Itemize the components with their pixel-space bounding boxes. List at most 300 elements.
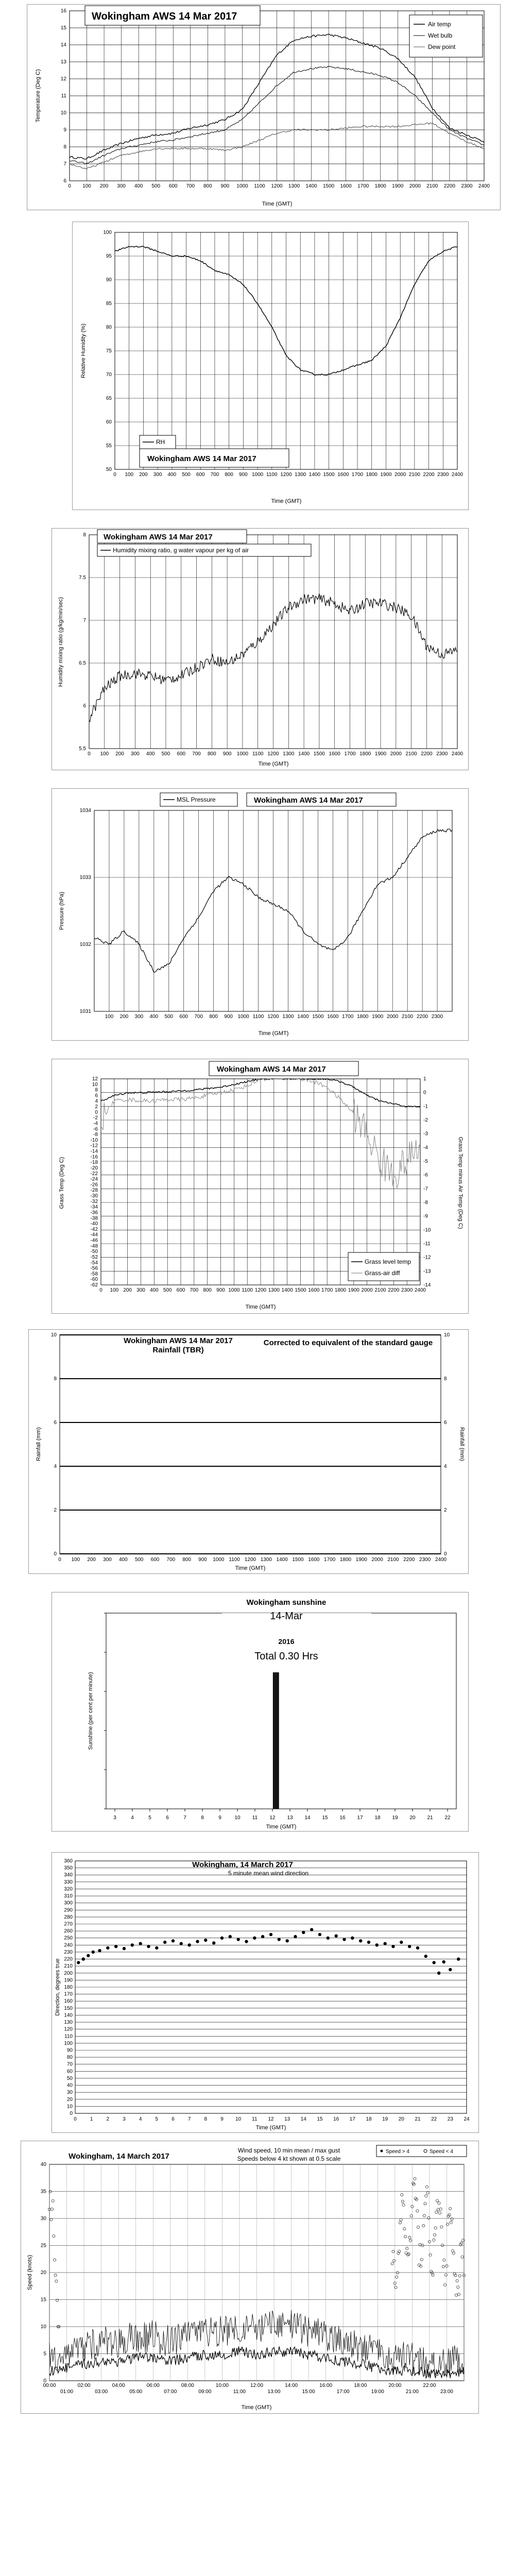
y-tick-label: -20 (90, 1165, 98, 1171)
y-axis-label: Grass Temp (Deg C) (59, 1157, 65, 1209)
y-tick-label: 9 (63, 127, 66, 133)
x-tick-label: 20 (398, 2116, 404, 2122)
x-tick-label: 2200 (416, 1014, 428, 1020)
y-tick-label: 1034 (79, 808, 91, 814)
x-tick-label: 18 (366, 2116, 372, 2122)
direction-point (92, 1951, 95, 1954)
x-tick-label: 1100 (252, 751, 264, 757)
y-tick-label: 100 (64, 2040, 73, 2046)
y-tick-label: 190 (64, 1977, 73, 1984)
x-tick-label: 8 (201, 1815, 204, 1821)
x-tick-label: 17 (357, 1815, 363, 1821)
x-tick-label: 600 (179, 1014, 188, 1020)
chart-title: Wokingham AWS 14 Mar 2017 (254, 796, 363, 805)
x-tick-label: 6 (166, 1815, 169, 1821)
x-tick-label: 16:00 (319, 2383, 333, 2388)
humidity-chart (73, 222, 468, 510)
x-tick-label: 07:00 (164, 2389, 177, 2395)
legend-label: Grass-air diff (365, 1269, 400, 1277)
low-speed-point (425, 2195, 427, 2197)
low-speed-point (414, 2177, 416, 2180)
y-tick-label: 7.5 (79, 575, 86, 581)
x-tick-label: 14:00 (285, 2383, 298, 2388)
y-tick-label: 10 (92, 1081, 98, 1088)
y-axis-label: Humidity mixing ratio (g/kg/min/sec) (58, 597, 64, 687)
right-y-tick-label: -7 (423, 1186, 428, 1192)
y-tick-label: 20 (66, 2096, 73, 2103)
y-tick-label: 310 (64, 1893, 73, 1900)
x-tick-label: 2400 (451, 472, 464, 478)
y-tick-label: 0 (70, 2111, 73, 2116)
x-tick-label: 400 (118, 1557, 128, 1563)
direction-point (286, 1939, 289, 1942)
x-tick-label: 21 (427, 1815, 433, 1821)
low-speed-point (423, 2214, 425, 2217)
temperature-chart (27, 5, 500, 210)
x-tick-label: 2200 (421, 751, 433, 757)
y-tick-label: 130 (64, 2020, 73, 2026)
x-tick-label: 1700 (344, 751, 356, 757)
rainfall-chart (29, 1330, 468, 1573)
x-tick-label: 600 (176, 1287, 185, 1293)
x-tick-label: 1200 (244, 1557, 256, 1563)
x-tick-label: 1000 (236, 751, 249, 757)
x-tick-label: 400 (149, 1014, 159, 1020)
low-speed-point (396, 2276, 398, 2278)
low-speed-point (438, 2212, 441, 2214)
x-tick-label: 2400 (435, 1557, 447, 1563)
x-tick-label: 1300 (283, 751, 295, 757)
x-tick-label: 04:00 (112, 2383, 125, 2388)
y-tick-label: -10 (90, 1137, 98, 1143)
direction-point (302, 1931, 305, 1934)
x-tick-label: 1900 (372, 1014, 384, 1020)
x-tick-label: 1200 (254, 1287, 267, 1293)
x-tick-label: 0 (74, 2116, 77, 2122)
y-tick-label: 50 (106, 467, 112, 472)
x-tick-label: 100 (125, 472, 134, 478)
y-tick-label: 60 (106, 419, 112, 425)
low-speed-point (416, 2210, 419, 2212)
direction-point (310, 1928, 313, 1931)
right-y-tick-label: 0 (444, 1551, 447, 1557)
x-tick-label: 4 (131, 1815, 134, 1821)
low-speed-point (458, 2275, 461, 2277)
x-tick-label: 700 (186, 183, 195, 189)
x-tick-label: 10 (234, 1815, 241, 1821)
low-speed-point (439, 2208, 442, 2210)
chart-title: Wokingham AWS 14 Mar 2017 (147, 454, 256, 463)
chart-subtitle: 5 minute mean wind direction (228, 1870, 309, 1877)
x-tick-label: 0 (99, 1287, 102, 1293)
x-tick-label: 1400 (308, 472, 321, 478)
x-tick-label: 1300 (288, 183, 300, 189)
x-tick-label: 1600 (329, 751, 340, 757)
y-tick-label: 12 (60, 76, 66, 82)
x-tick-label: 1500 (313, 751, 325, 757)
chart-title: Wokingham, 14 March 2017 (68, 2152, 169, 2161)
direction-point (367, 1941, 370, 1944)
low-speed-point (442, 2265, 444, 2268)
x-tick-label: 1400 (276, 1557, 288, 1563)
y-tick-label: 260 (64, 1928, 73, 1935)
x-tick-label: 2100 (402, 1014, 414, 1020)
x-axis-label: Time (GMT) (271, 498, 302, 504)
y-tick-label: 35 (40, 2189, 46, 2195)
low-speed-point (457, 2286, 459, 2289)
x-tick-label: 3 (113, 1815, 116, 1821)
x-tick-label: 2200 (443, 183, 456, 189)
direction-point (106, 1946, 109, 1950)
x-tick-label: 1400 (305, 183, 317, 189)
x-axis-label: Time (GMT) (241, 2404, 272, 2411)
mixing-ratio-chart (52, 529, 468, 770)
legend-label: Wet bulb (428, 32, 453, 39)
x-tick-label: 1400 (298, 751, 310, 757)
direction-point (437, 1972, 440, 1975)
legend (140, 435, 176, 449)
y-tick-label: 340 (64, 1872, 73, 1878)
y-tick-label: 15 (40, 2297, 46, 2303)
x-tick-label: 900 (222, 751, 232, 757)
right-y-tick-label: 1 (423, 1076, 426, 1082)
x-tick-label: 2100 (405, 751, 417, 757)
y-tick-label: 140 (64, 2012, 73, 2019)
x-tick-label: 2 (106, 2116, 110, 2122)
direction-point (220, 1937, 224, 1940)
x-tick-label: 100 (82, 183, 91, 189)
x-tick-label: 1400 (281, 1287, 293, 1293)
x-tick-label: 1000 (236, 183, 248, 189)
x-tick-label: 2300 (401, 1287, 413, 1293)
y-tick-label: 40 (40, 2162, 46, 2167)
y-axis-label: Speed (knots) (27, 2255, 33, 2291)
y-tick-label: 200 (64, 1970, 73, 1976)
pressure-chart (52, 789, 468, 1040)
temperature-chart-panel (27, 4, 501, 210)
y-tick-label: 80 (106, 325, 112, 330)
y-tick-label: 40 (66, 2082, 73, 2089)
y-tick-label: 0 (95, 1109, 98, 1115)
y-axis-label: Relative Humidity (%) (80, 324, 87, 378)
x-tick-label: 1500 (312, 1014, 324, 1020)
x-tick-label: 06:00 (146, 2383, 160, 2388)
x-tick-label: 800 (203, 183, 212, 189)
x-tick-label: 1200 (267, 1014, 279, 1020)
direction-point (253, 1937, 256, 1940)
x-tick-label: 22 (431, 2116, 437, 2122)
x-tick-label: 1700 (357, 183, 369, 189)
x-tick-label: 18:00 (354, 2383, 367, 2388)
low-speed-point (425, 2185, 428, 2188)
direction-point (229, 1935, 232, 1938)
x-tick-label: 200 (123, 1287, 132, 1293)
low-speed-point (52, 2199, 54, 2202)
mixing-ratio-chart-panel (52, 528, 469, 770)
direction-point (87, 1954, 90, 1957)
y-tick-label: 220 (64, 1956, 73, 1962)
low-speed-point (404, 2235, 406, 2238)
y-tick-label: 11 (61, 93, 66, 99)
x-tick-label: 200 (87, 1557, 96, 1563)
y-tick-label: -30 (90, 1193, 98, 1199)
x-tick-label: 1200 (280, 472, 292, 478)
direction-point (163, 1941, 166, 1944)
x-tick-label: 19:00 (371, 2389, 384, 2395)
x-tick-label: 2300 (437, 472, 449, 478)
x-tick-label: 700 (166, 1557, 176, 1563)
direction-point (114, 1945, 117, 1948)
y-tick-label: 6 (63, 178, 66, 184)
y-tick-label: 1032 (79, 942, 91, 947)
x-tick-label: 14 (304, 1815, 311, 1821)
x-tick-label: 800 (225, 472, 234, 478)
y-tick-label: 8 (83, 532, 86, 538)
chart-subtitle: 14-Mar (270, 1611, 303, 1622)
y-tick-label: 65 (106, 396, 112, 401)
x-tick-label: 500 (164, 1014, 174, 1020)
x-tick-label: 400 (146, 751, 155, 757)
x-tick-label: 500 (161, 751, 170, 757)
y-tick-label: 14 (60, 42, 66, 48)
x-tick-label: 700 (210, 472, 219, 478)
low-speed-point (54, 2274, 57, 2277)
direction-point (147, 1945, 150, 1948)
direction-point (457, 1957, 460, 1960)
y-tick-label: 30 (66, 2090, 73, 2096)
x-tick-label: 1700 (351, 472, 364, 478)
x-tick-label: 1 (90, 2116, 93, 2122)
x-tick-label: 2000 (390, 751, 402, 757)
y-tick-label: 16 (60, 8, 66, 14)
direction-point (98, 1949, 101, 1952)
humidity-chart-panel (72, 222, 469, 510)
direction-point (400, 1941, 403, 1944)
x-tick-label: 17:00 (336, 2389, 350, 2395)
x-tick-label: 1500 (323, 472, 335, 478)
chart-title: Wokingham AWS 14 Mar 2017 (124, 1336, 233, 1345)
x-tick-label: 1700 (324, 1557, 336, 1563)
x-tick-label: 100 (100, 751, 109, 757)
y-tick-label: 320 (64, 1886, 73, 1892)
low-speed-point (449, 2207, 452, 2210)
x-tick-label: 1100 (229, 1557, 240, 1563)
low-speed-point (433, 2239, 435, 2241)
low-speed-point (53, 2235, 55, 2238)
x-tick-label: 1800 (339, 1557, 352, 1563)
right-y-tick-label: -9 (423, 1213, 428, 1219)
x-tick-label: 3 (123, 2116, 126, 2122)
y-tick-label: 50 (66, 2075, 73, 2081)
direction-point (375, 1943, 379, 1946)
x-tick-label: 9 (218, 1815, 221, 1821)
low-speed-point (402, 2204, 405, 2206)
sunshine-chart-panel (52, 1592, 469, 1832)
x-tick-label: 1400 (297, 1014, 309, 1020)
direction-point (123, 1947, 126, 1950)
legend (376, 2145, 467, 2157)
y-tick-label: -36 (90, 1210, 98, 1216)
low-speed-point (406, 2247, 408, 2250)
right-y-tick-label: 8 (444, 1376, 447, 1382)
y-tick-label: 12 (92, 1076, 98, 1082)
y-axis-label: Temperature (Deg C) (35, 69, 41, 123)
legend-label: Speed < 4 (430, 2149, 453, 2155)
x-tick-label: 23:00 (440, 2389, 453, 2395)
y-tick-label: -18 (90, 1160, 98, 1166)
y-tick-label: -38 (90, 1215, 98, 1222)
chart-subtitle-2: Speeds below 4 kt shown at 0.5 scale (237, 2155, 341, 2162)
y-tick-label: 6 (83, 703, 86, 709)
y-tick-label: 100 (103, 230, 112, 235)
y-tick-label: 290 (64, 1907, 73, 1913)
x-tick-label: 22:00 (423, 2383, 436, 2388)
x-tick-label: 1700 (342, 1014, 354, 1020)
y-tick-label: 10 (40, 2324, 46, 2330)
direction-point (180, 1942, 183, 1945)
x-tick-label: 18 (374, 1815, 381, 1821)
x-tick-label: 1500 (323, 183, 335, 189)
x-tick-label: 23 (447, 2116, 453, 2122)
y-tick-label: 70 (106, 372, 112, 378)
x-tick-label: 2000 (409, 183, 421, 189)
x-tick-label: 1600 (337, 472, 349, 478)
legend (348, 1252, 419, 1281)
y-tick-label: 6.5 (79, 660, 86, 666)
x-axis-label: Time (GMT) (258, 1030, 289, 1037)
y-tick-label: 270 (64, 1921, 73, 1927)
x-tick-label: 10 (235, 2116, 242, 2122)
x-tick-label: 900 (239, 472, 248, 478)
y-tick-label: -56 (90, 1265, 98, 1272)
direction-point (188, 1943, 191, 1946)
y-tick-label: -32 (90, 1198, 98, 1205)
x-tick-label: 2000 (371, 1557, 383, 1563)
grass-temp-chart (52, 1059, 468, 1313)
y-tick-label: -62 (90, 1282, 98, 1288)
x-tick-label: 1300 (295, 472, 306, 478)
x-tick-label: 2100 (426, 183, 438, 189)
legend-label: RH (156, 438, 165, 446)
x-tick-label: 2100 (408, 472, 420, 478)
x-tick-label: 300 (136, 1287, 145, 1293)
x-tick-label: 1200 (271, 183, 283, 189)
y-tick-label: 120 (64, 2026, 73, 2032)
y-tick-label: 5 (43, 2351, 46, 2357)
x-tick-label: 2300 (436, 751, 448, 757)
y-tick-label: 1033 (79, 875, 91, 880)
direction-point (269, 1933, 272, 1936)
low-speed-point (456, 2279, 458, 2282)
direction-point (433, 1961, 436, 1964)
wind-speed-chart-panel (21, 2141, 479, 2414)
x-tick-label: 00:00 (43, 2383, 56, 2388)
x-tick-label: 20 (409, 1815, 416, 1821)
direction-point (351, 1937, 354, 1940)
x-tick-label: 1500 (292, 1557, 304, 1563)
y-tick-label: 7 (83, 618, 86, 623)
direction-point (245, 1940, 248, 1943)
legend-label: Grass level temp (365, 1258, 411, 1265)
x-axis-label: Time (GMT) (262, 201, 293, 207)
y-tick-label: 25 (40, 2243, 46, 2249)
right-y-tick-label: 6 (444, 1420, 447, 1426)
x-tick-label: 100 (71, 1557, 80, 1563)
x-tick-label: 13 (284, 2116, 290, 2122)
x-tick-label: 7 (187, 2116, 191, 2122)
x-tick-label: 15:00 (302, 2389, 315, 2395)
rainfall-chart-panel (28, 1329, 469, 1574)
direction-point (131, 1943, 134, 1946)
x-tick-label: 2400 (478, 183, 490, 189)
x-tick-label: 0 (68, 183, 71, 189)
direction-point (204, 1939, 207, 1942)
low-speed-point (434, 2227, 437, 2229)
direction-point (77, 1961, 80, 1964)
y-tick-label: -4 (93, 1121, 98, 1127)
x-tick-label: 09:00 (198, 2389, 212, 2395)
x-tick-label: 16 (339, 1815, 346, 1821)
x-tick-label: 1000 (228, 1287, 240, 1293)
x-tick-label: 21:00 (405, 2389, 419, 2395)
y-tick-label: 90 (66, 2047, 73, 2054)
x-tick-label: 900 (224, 1014, 233, 1020)
y-tick-label: 13 (60, 59, 66, 65)
right-y-tick-label: 2 (444, 1507, 447, 1513)
x-tick-label: 1500 (295, 1287, 306, 1293)
x-tick-label: 11:00 (233, 2389, 246, 2395)
chart-subtitle: Rainfall (TBR) (152, 1346, 204, 1354)
x-tick-label: 10:00 (215, 2383, 229, 2388)
right-y-tick-label: 4 (444, 1464, 447, 1469)
x-tick-label: 1800 (366, 472, 377, 478)
x-tick-label: 08:00 (181, 2383, 194, 2388)
x-tick-label: 700 (190, 1287, 199, 1293)
low-speed-point (454, 2274, 457, 2277)
y-axis-label: Rainfall (mm) (36, 1427, 42, 1461)
chart-title: Wokingham sunshine (246, 1598, 327, 1607)
x-tick-label: 9 (220, 2116, 224, 2122)
low-speed-point (435, 2211, 438, 2213)
y-tick-label: -54 (90, 1260, 98, 1266)
low-speed-point (403, 2228, 406, 2230)
x-tick-label: 200 (139, 472, 148, 478)
y-tick-label: 250 (64, 1935, 73, 1941)
x-tick-label: 1100 (242, 1287, 253, 1293)
chart-title: Wokingham AWS 14 Mar 2017 (104, 533, 213, 541)
x-tick-label: 1600 (308, 1287, 320, 1293)
x-tick-label: 0 (113, 472, 116, 478)
direction-point (424, 1955, 427, 1958)
x-tick-label: 2000 (361, 1287, 373, 1293)
low-speed-point (408, 2236, 411, 2239)
x-tick-label: 2100 (374, 1287, 386, 1293)
plot-frame (60, 1335, 441, 1554)
x-tick-label: 24 (464, 2116, 470, 2122)
wind-direction-chart-panel (52, 1852, 479, 2133)
x-tick-label: 13:00 (267, 2389, 281, 2395)
x-tick-label: 19 (392, 1815, 398, 1821)
y-tick-label: -16 (90, 1154, 98, 1160)
y-tick-label: 8 (63, 144, 66, 150)
x-tick-label: 1100 (266, 472, 278, 478)
low-speed-point (391, 2262, 393, 2265)
right-y-tick-label: -3 (423, 1131, 428, 1137)
y-tick-label: -6 (93, 1126, 98, 1132)
right-y-tick-label: -13 (423, 1268, 431, 1275)
y-tick-label: -42 (90, 1226, 98, 1232)
low-speed-point (392, 2250, 394, 2253)
